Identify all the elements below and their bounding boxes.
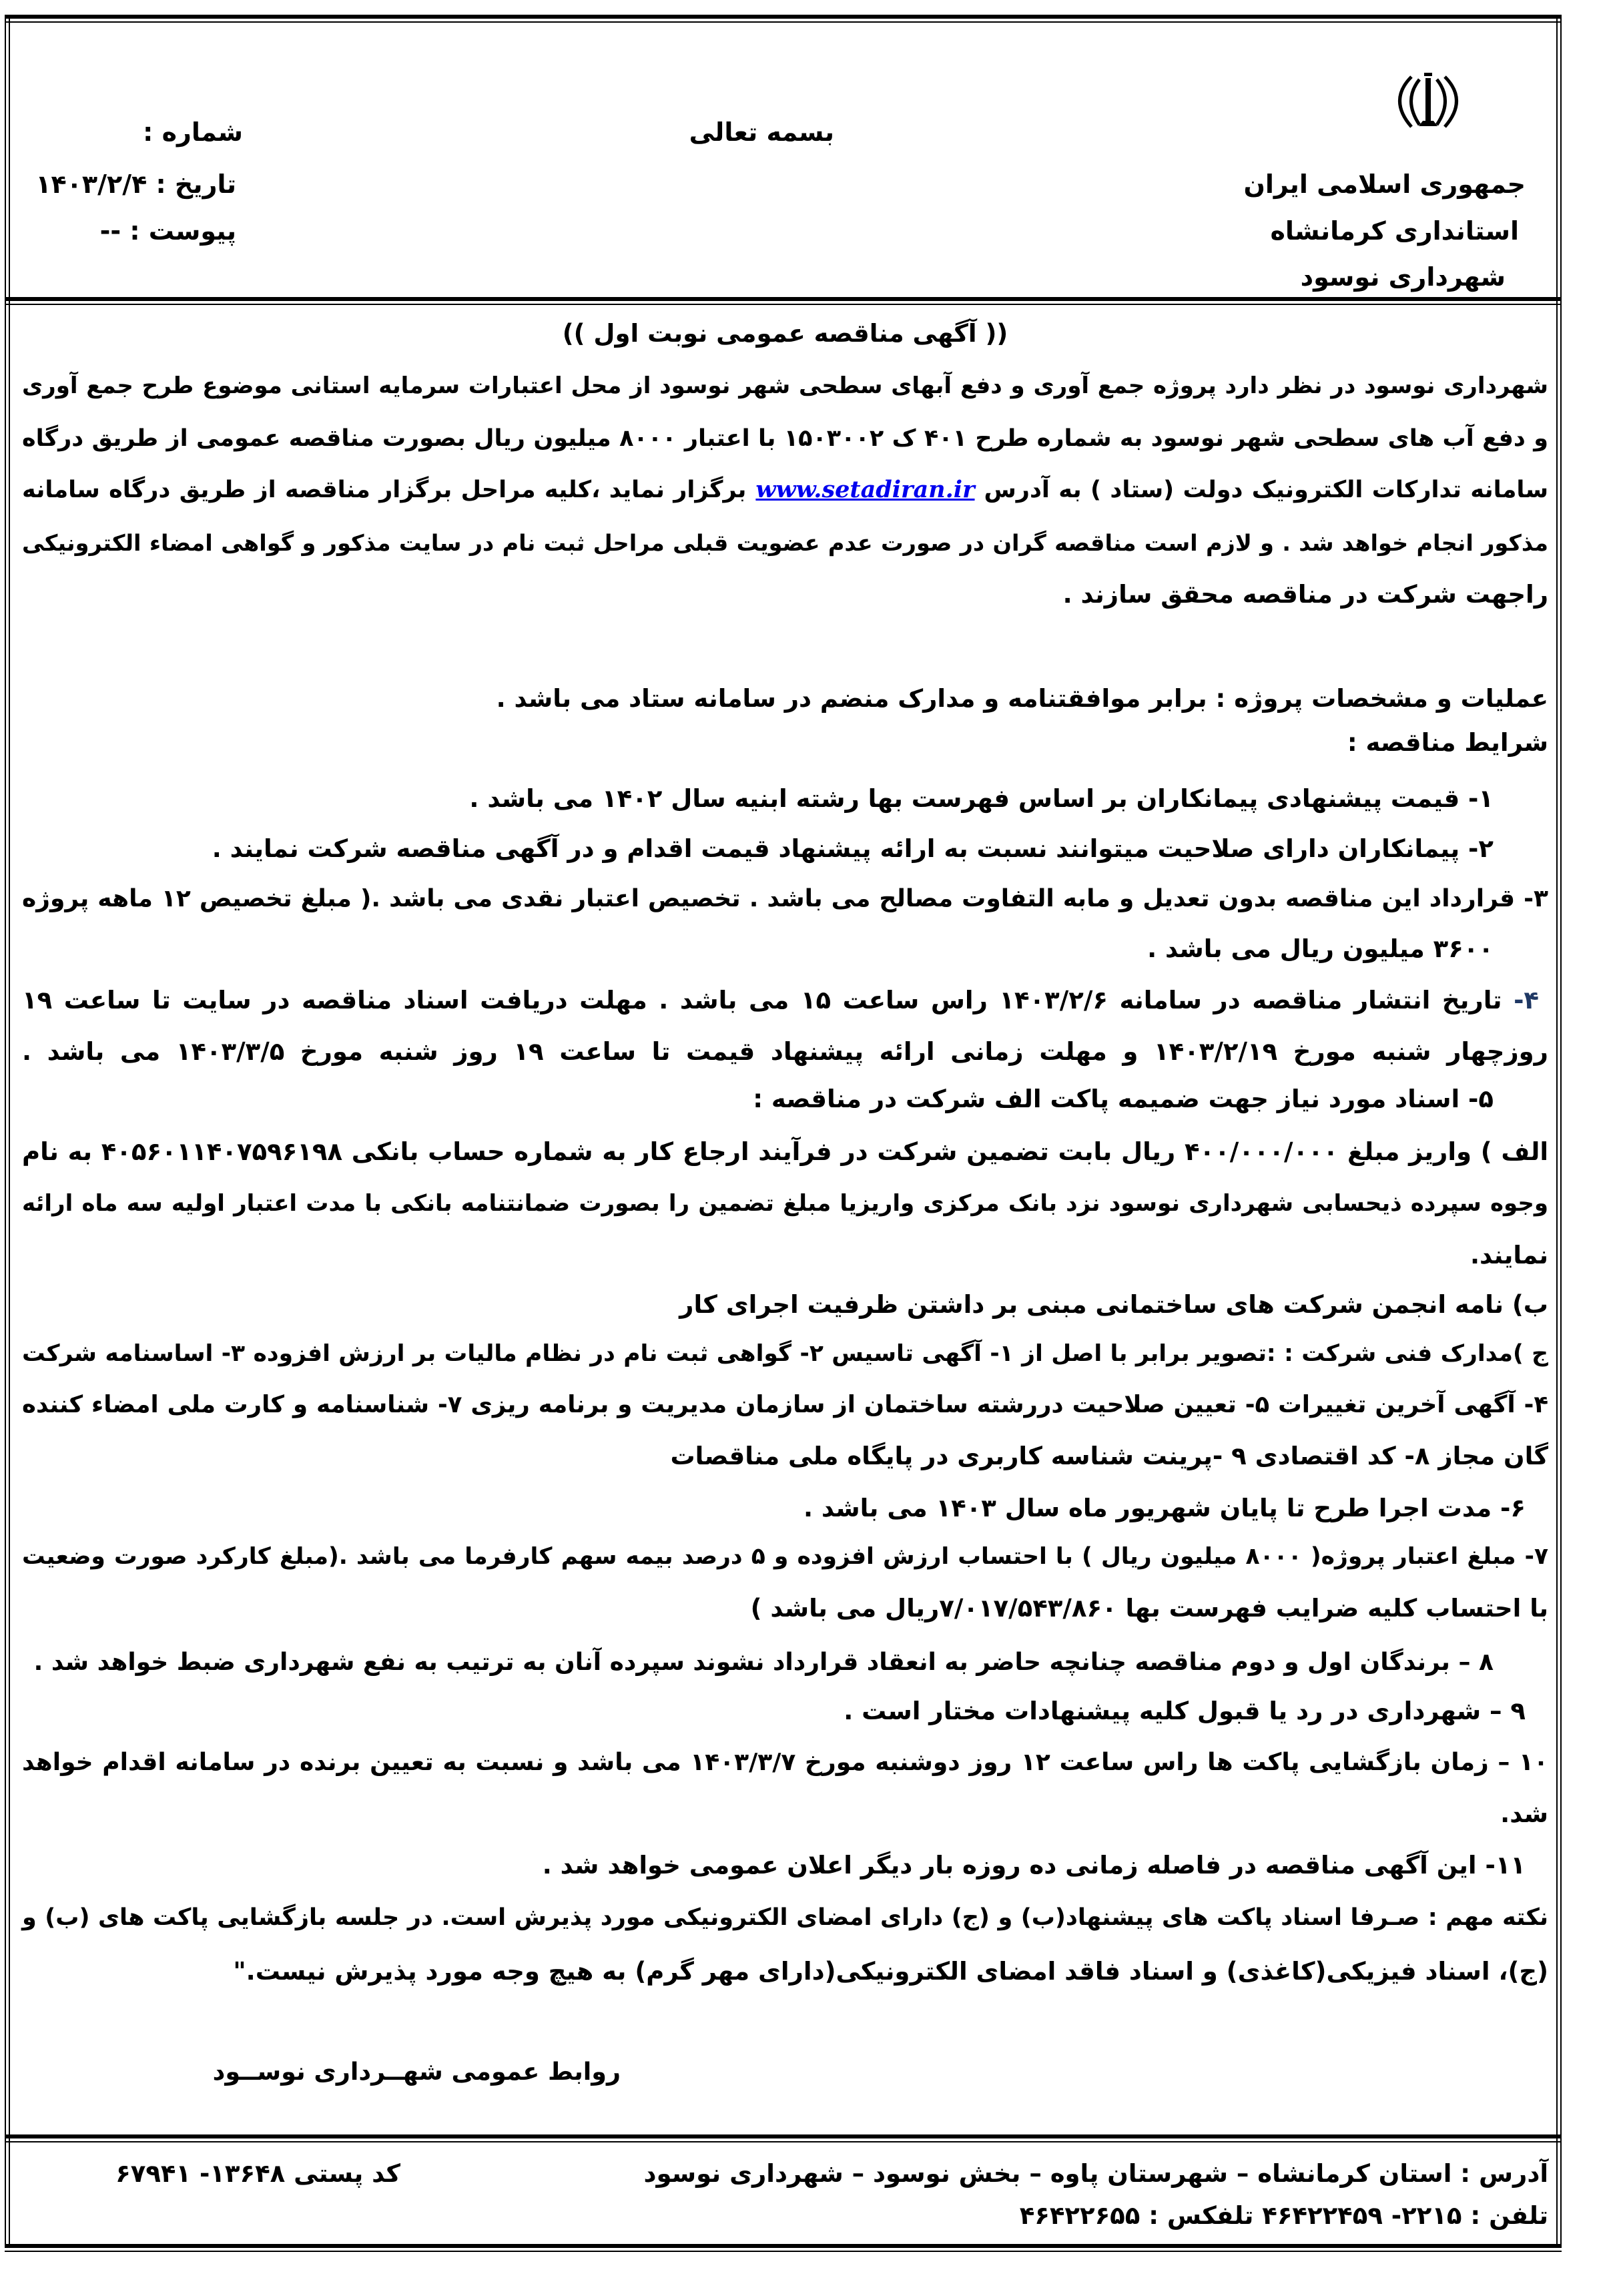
- condition-item: [22, 974, 1539, 1027]
- condition-subitem: نمایند.: [1470, 1241, 1548, 1269]
- letter-date: تاریخ : ۱۴۰۳/۲/۴: [35, 170, 236, 199]
- org-province: استانداری کرمانشاه: [1270, 216, 1519, 246]
- condition-item: ۲- پیمانکاران دارای صلاحیت میتوانند نسبت به ارائه پیشنهاد قیمت اقدام و در آگهی مناقصه شرکت نمایند .: [212, 834, 1494, 863]
- condition-item: ۷- مبلغ اعتبار پروژه( ۸۰۰۰ میلیون ریال ) با احتساب ارزش افزوده و ۵ درصد بیمه سهم کارفرما می باشد .(مبلغ کارکرد صورت وضعیت: [22, 1543, 1548, 1570]
- org-municipality: شهرداری نوسود: [1300, 262, 1506, 292]
- condition-subitem: ۴- آگهی آخرین تغییرات ۵- تعیین صلاحیت دررشته ساختمان از سازمان مدیریت و برنامه ریزی ۷- شناسنامه و کارت ملی امضاء کننده: [22, 1391, 1548, 1418]
- project-specs: عملیات و مشخصات پروژه : برابر موافقتنامه و مدارک منضم در سامانه ستاد می باشد .: [496, 684, 1548, 713]
- iran-emblem-icon: [1375, 70, 1482, 133]
- intro-line: و دفع آب های سطحی شهر نوسود به شماره طرح ۴۰۱ ک ۱۵۰۳۰۰۲ با اعتبار ۸۰۰۰ میلیون ریال بصورت مناقصه عمومی از طریق درگاه: [22, 425, 1548, 452]
- condition-item: ۱- قیمت پیشنهادی پیمانکاران بر اساس فهرست بها رشته ابنیه سال ۱۴۰۲ می باشد .: [469, 784, 1494, 813]
- intro-line: شهرداری نوسود در نظر دارد پروژه جمع آوری و دفع آبهای سطحی شهر نوسود از محل اعتبارات سرمایه استانی موضوع طرح جمع آوری: [22, 372, 1548, 399]
- item-text: تاریخ انتشار مناقصه در سامانه ۱۴۰۳/۲/۶ راس ساعت ۱۵ می باشد . مهلت دریافت اسناد مناقصه در سایت تا ساعت ۱۹: [22, 986, 1514, 1015]
- org-country: جمهوری اسلامی ایران: [1243, 170, 1526, 199]
- condition-item-cont: روزچهار شنبه مورخ ۱۴۰۳/۲/۱۹ و مهلت زمانی ارائه پیشنهاد قیمت تا ساعت ۱۹ روز شنبه مورخ ۱۴۰۳/۳/۵ می باشد .: [22, 1037, 1548, 1066]
- header-top-rule: [5, 15, 1562, 23]
- condition-item-cont: شد.: [1500, 1799, 1548, 1828]
- condition-item: ۱۰ – زمان بازگشایی پاکت ها راس ساعت ۱۲ روز دوشنبه مورخ ۱۴۰۳/۳/۷ می باشد و نسبت به تعیین برنده در سامانه اقدام خواهد: [22, 1749, 1548, 1776]
- bismillah: بسمه تعالی: [689, 117, 834, 147]
- footer-postal-code: کد پستی ۱۳۶۴۸- ۶۷۹۴۱: [115, 2159, 400, 2188]
- condition-subitem: گان مجاز ۸- کد اقتصادی ۹ -پرینت شناسه کاربری در پایگاه ملی مناقصات: [670, 1442, 1548, 1470]
- condition-item: ۸ – برندگان اول و دوم مناقصه چنانچه حاضر به انعقاد قرارداد نشوند سپرده آنان به ترتیب به نفع شهرداری ضبط خواهد شد .: [33, 1649, 1494, 1676]
- setadiran-link[interactable]: www.setadiran.ir: [755, 476, 975, 503]
- footer-phone: تلفن : ۲۲۱۵- ۴۶۴۲۲۴۵۹ تلفکس : ۴۶۴۲۲۶۵۵: [1019, 2201, 1548, 2230]
- intro-line: راجهت شرکت در مناقصه محقق سازند .: [1062, 580, 1548, 609]
- intro-line: [22, 464, 1548, 516]
- condition-item-cont: ۳۶۰۰ میلیون ریال می باشد .: [1147, 934, 1494, 963]
- letter-number: شماره :: [143, 117, 243, 147]
- signature: روابط عمومی شهــرداری نوســود: [212, 2057, 621, 2086]
- conditions-heading: شرایط مناقصه :: [1347, 728, 1548, 757]
- condition-item: ۵- اسناد مورد نیاز جهت ضمیمه پاکت الف شرکت در مناقصه :: [753, 1085, 1494, 1113]
- footer-address: آدرس : استان کرمانشاه – شهرستان پاوه – بخش نوسود – شهرداری نوسود: [643, 2159, 1548, 2188]
- condition-subitem: وجوه سپرده ذیحسابی شهرداری نوسود نزد بانک مرکزی واریزیا مبلغ تضمین را بصورت ضمانتنامه بانکی با مدت اعتبار اولیه سه ماه ارائه: [22, 1190, 1548, 1217]
- frame-right-border: [1556, 15, 1562, 2248]
- important-note: نکته مهم : صـرفا اسناد پاکت های پیشنهاد(ب) و (ج) دارای امضای الکترونیکی مورد پذیرش است. در جلسه بازگشایی پاکت های (ب) و: [22, 1904, 1548, 1931]
- footer-bottom-rule: [5, 2244, 1562, 2252]
- condition-subitem: ج )مدارک فنی شرکت : :تصویر برابر با اصل از ۱- آگهی تاسیس ۲- گواهی ثبت نام در نظام مالیات بر ارزش افزوده ۳- اساسنامه شرکت: [22, 1340, 1548, 1367]
- condition-item: ۹ – شهرداری در رد یا قبول کلیه پیشنهادات مختار است .: [844, 1697, 1526, 1725]
- footer-top-rule: [5, 2134, 1562, 2142]
- item-number: ۴-: [1514, 986, 1540, 1015]
- condition-subitem: ب) نامه انجمن شرکت های ساختمانی مبنی بر داشتن ظرفیت اجرای کار: [679, 1290, 1548, 1319]
- letter-attachment: پیوست : --: [99, 216, 236, 246]
- intro-line: مذکور انجام خواهد شد . و لازم است مناقصه گران در صورت عدم عضویت قبلی مراحل ثبت نام در سایت مذکور و گواهی امضاء الکترونیکی: [22, 530, 1548, 556]
- condition-item: ۳- قرارداد این مناقصه بدون تعدیل و مابه التفاوت مصالح می باشد . تخصیص اعتبار نقدی می باشد .( مبلغ تخصیص ۱۲ ماهه پروژه: [22, 885, 1548, 912]
- intro-text: برگزار نماید ،کلیه مراحل برگزار مناقصه از طریق درگاه سامانه: [22, 477, 747, 503]
- frame-left-border: [5, 15, 10, 2248]
- condition-item-cont: با احتساب کلیه ضرایب فهرست بها ۷/۰۱۷/۵۴۳/۸۶۰ریال می باشد ): [750, 1594, 1548, 1623]
- important-note-cont: (ج)، اسناد فیزیکی(کاغذی) و اسناد فاقد امضای الکترونیکی(دارای مهر گرم) به هیچ وجه مورد پذیرش نیست.": [233, 1957, 1548, 1986]
- condition-item: ۶- مدت اجرا طرح تا پایان شهریور ماه سال ۱۴۰۳ می باشد .: [803, 1494, 1526, 1522]
- intro-text: سامانه تدارکات الکترونیک دولت (ستاد ) به آدرس: [984, 477, 1548, 503]
- condition-item: ۱۱- این آگهی مناقصه در فاصله زمانی ده روزه بار دیگر اعلان عمومی خواهد شد .: [542, 1851, 1526, 1880]
- condition-subitem: الف ) واریز مبلغ ۴۰۰/۰۰۰/۰۰۰ ریال بابت تضمین شرکت در فرآیند ارجاع کار به شماره حساب بانکی ۴۰۵۶۰۱۱۴۰۷۵۹۶۱۹۸ به نام: [22, 1137, 1549, 1166]
- notice-title: (( آگهی مناقصه عمومی نوبت اول )): [562, 319, 1008, 348]
